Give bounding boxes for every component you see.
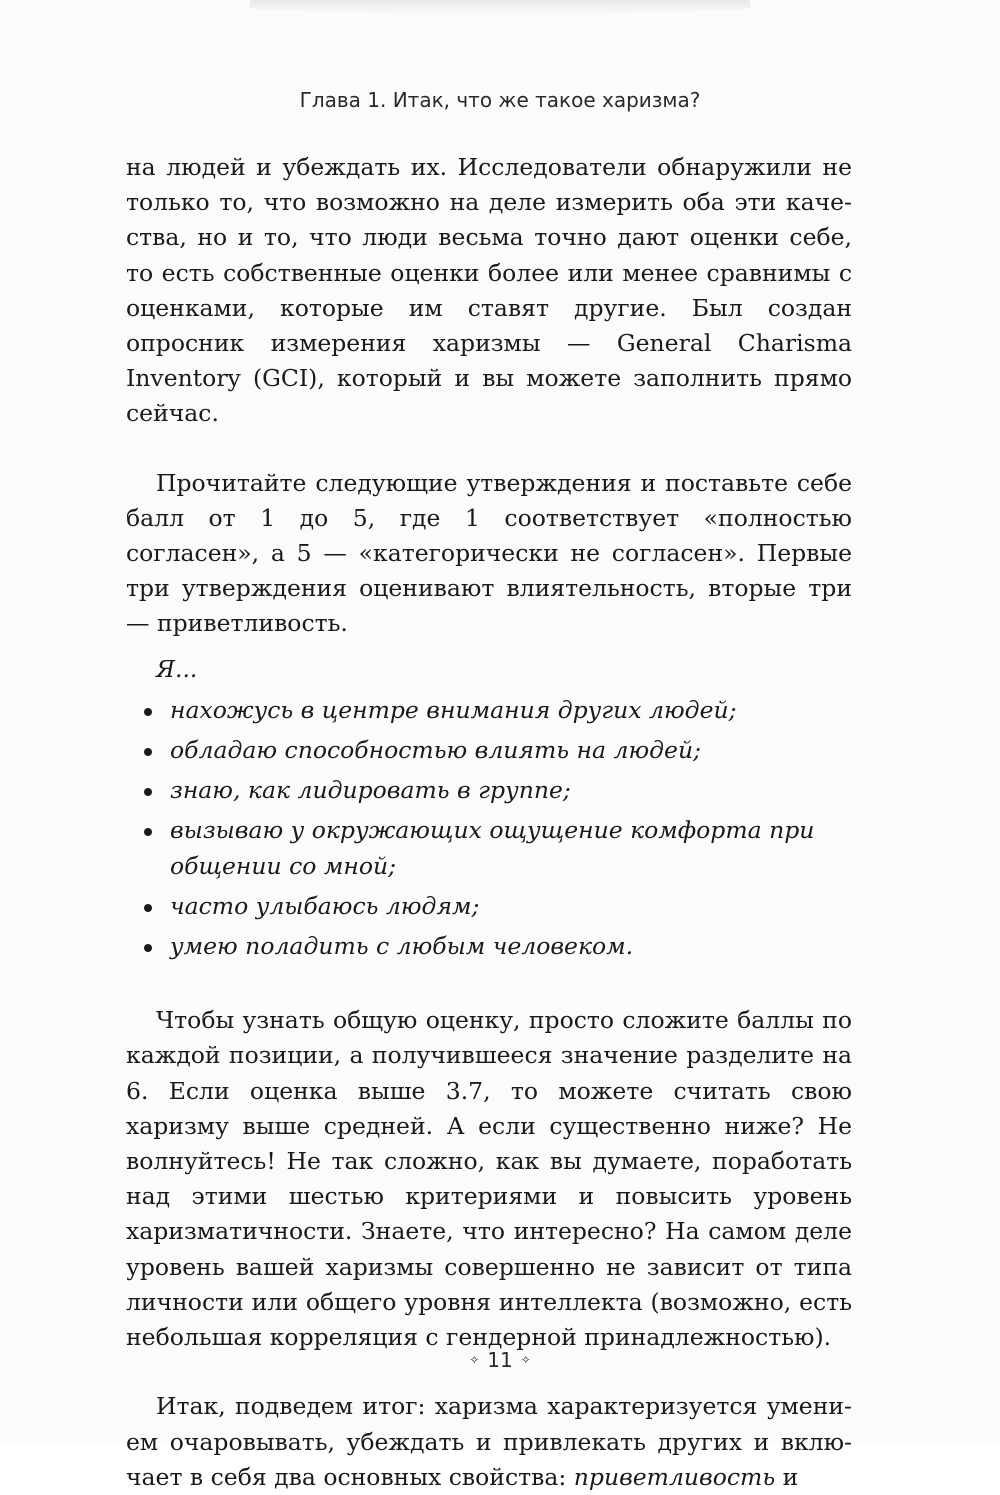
statement-text: часто улыбаюсь людям; (170, 891, 480, 920)
ornament-left-icon: ✧ (469, 1352, 480, 1367)
page-number: 11 (487, 1348, 513, 1372)
bullet-icon (144, 904, 152, 912)
paragraph-gap (126, 969, 852, 1003)
statement-text: умею поладить с любым человеком. (170, 932, 634, 961)
statement-item (126, 733, 852, 768)
bullet-icon (144, 708, 152, 716)
statement-item (126, 929, 852, 964)
statement-text: знаю, как лидировать в группе; (170, 776, 571, 805)
paragraph-intro: на людей и убеждать их. Исследователи обнаружили не только то, что возможно на деле измерить оба эти качества, но и то, что люди весьма точно дают оценки себе, то есть собственные оценки более или менее сравнимы с оценками, которые им ставят другие. Был создан опросник измерения харизмы — General Charisma Inventory (GCI), который и вы можете заполнить прямо сейчас. (126, 153, 852, 428)
paragraph-gap (126, 642, 852, 652)
page-footer (0, 1348, 1000, 1372)
bullet-icon (144, 748, 152, 756)
bullet-icon (144, 788, 152, 796)
statement-list (126, 693, 852, 964)
paragraph-gap (126, 432, 852, 466)
bullet-icon (144, 944, 152, 952)
summary-text-end: и (775, 1462, 799, 1491)
running-head: Глава 1. Итак, что же такое харизма? (299, 88, 701, 112)
statement-item (126, 813, 852, 883)
statement-text: обладаю способностью влиять на людей; (170, 736, 701, 765)
statement-item (126, 693, 852, 728)
paragraph-scoring: Чтобы узнать общую оценку, просто сложите баллы по каждой позиции, а получившееся значение разделите на 6. Если оценка выше 3.7, то можете считать свою харизму выше средней. А если существенно ниже? Не волнуйтесь! Не так сложно, как вы думаете, поработать над этими шестью критериями и повысить уровень харизматичности. Знаете, что интересно? На самом деле уровень вашей харизмы совершенно не зависит от типа личности или общего уровня интеллекта (возможно, есть небольшая корреляция с гендерной принадлежностью). (126, 1006, 852, 1352)
summary-text-start: Итак, подведем итог: харизма характеризуется умением очаровывать, убеждать и привлекать других и включает в себя два основных свойства: (126, 1392, 852, 1491)
statement-item (126, 773, 852, 808)
statement-text: нахожусь в центре внимания других людей; (170, 695, 737, 724)
bullet-icon (144, 828, 152, 836)
page-body (126, 150, 852, 1495)
page-scan-shadow (250, 0, 750, 14)
ornament-right-icon: ✧ (520, 1352, 531, 1367)
paragraph-summary (126, 1389, 852, 1495)
statement-prefix: Я... (156, 654, 198, 683)
paragraph-instructions: Прочитайте следующие утверждения и поставьте себе балл от 1 до 5, где 1 соответствует «полностью согласен», а 5 — «категорически не согласен». Первые три утверждения оценивают влиятельность, вторые три — приветливость. (126, 468, 852, 638)
summary-emphasis: приветливость (573, 1462, 776, 1491)
statement-text: вызываю у окружающих ощущение комфорта при общении со мной; (170, 816, 815, 880)
statement-item (126, 889, 852, 924)
